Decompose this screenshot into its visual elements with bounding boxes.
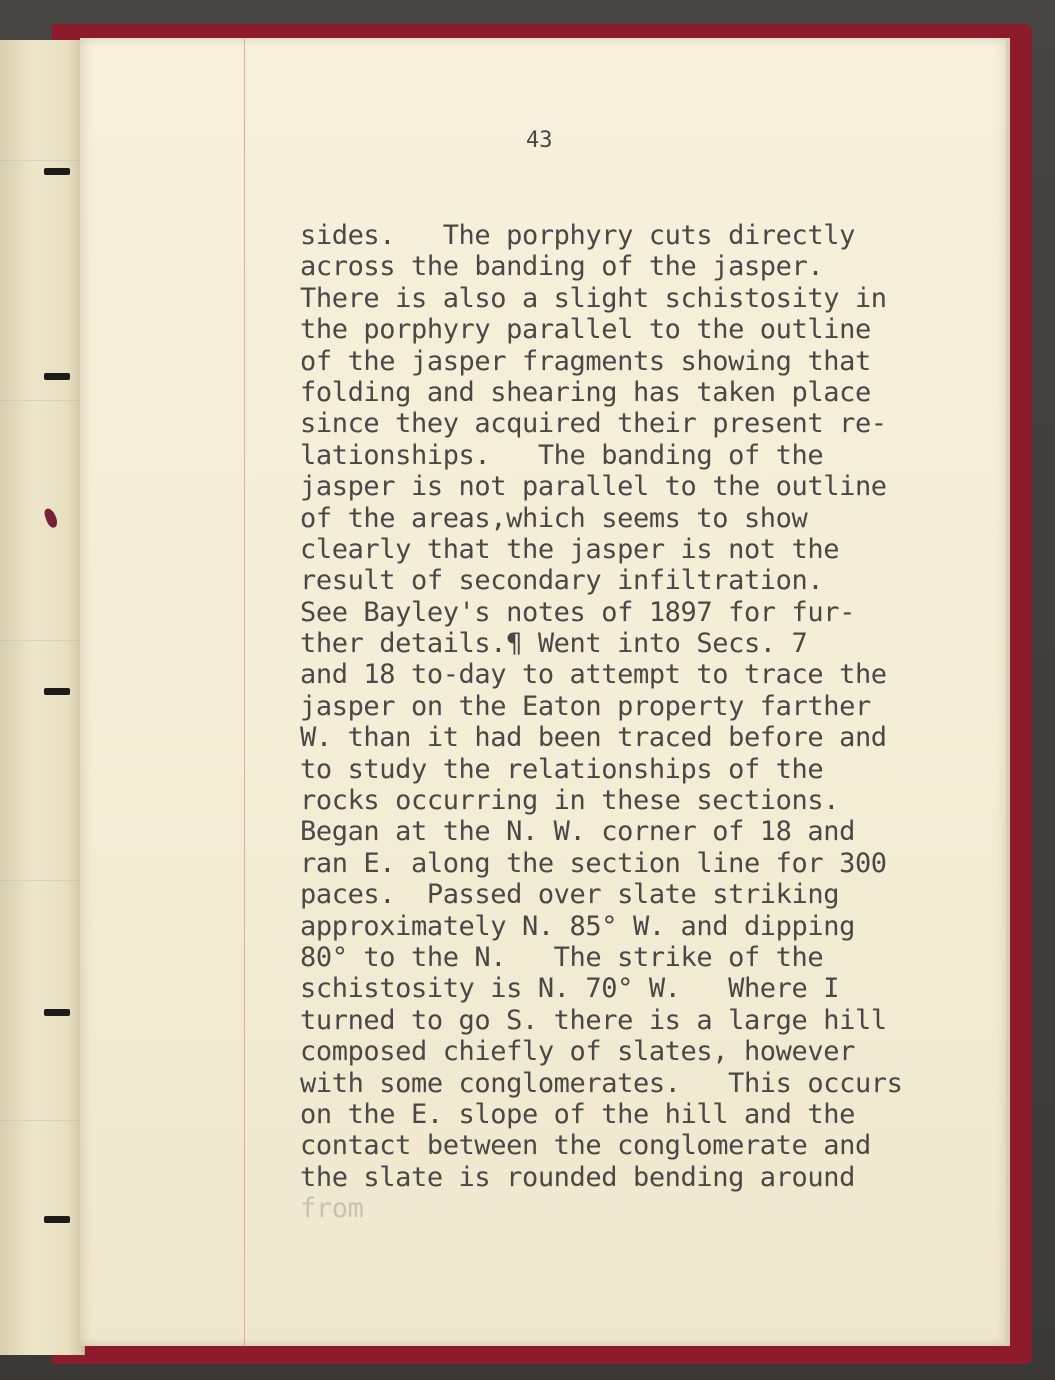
text-line: There is also a slight schistosity in bbox=[300, 282, 887, 314]
text-line: of the areas,which seems to show bbox=[300, 502, 808, 534]
text-line: with some conglomerates. This occurs bbox=[300, 1067, 903, 1099]
text-line: turned to go S. there is a large hill bbox=[300, 1004, 887, 1036]
binder-ring bbox=[44, 168, 70, 175]
text-line: See Bayley's notes of 1897 for fur- bbox=[300, 596, 855, 628]
text-line: jasper is not parallel to the outline bbox=[300, 471, 887, 503]
text-line: ther details.¶ Went into Secs. 7 bbox=[300, 628, 808, 660]
ruled-line bbox=[0, 1120, 84, 1121]
text-line: ran E. along the section line for 300 bbox=[300, 847, 887, 879]
typed-notes bbox=[300, 220, 1020, 1225]
text-line: since they acquired their present re- bbox=[300, 408, 887, 440]
ruled-line bbox=[0, 160, 84, 161]
text-line: approximately N. 85° W. and dipping bbox=[300, 910, 855, 942]
ruled-line bbox=[0, 880, 84, 881]
faint-text-line: from bbox=[300, 1193, 364, 1225]
text-line: composed chiefly of slates, however bbox=[300, 1036, 855, 1068]
text-line: contact between the conglomerate and bbox=[300, 1130, 871, 1162]
text-line: of the jasper fragments showing that bbox=[300, 345, 871, 377]
text-line: 80° to the N. The strike of the bbox=[300, 941, 824, 973]
text-line: lationships. The banding of the bbox=[300, 439, 824, 471]
text-line: the porphyry parallel to the outline bbox=[300, 314, 871, 346]
left-page-edge bbox=[0, 40, 85, 1355]
text-line: sides. The porphyry cuts directly bbox=[300, 220, 855, 251]
text-line: W. than it had been traced before and bbox=[300, 722, 887, 754]
text-line: to study the relationships of the bbox=[300, 753, 824, 785]
text-line: on the E. slope of the hill and the bbox=[300, 1098, 855, 1130]
text-line: the slate is rounded bending around bbox=[300, 1161, 855, 1193]
binder-ring bbox=[44, 1216, 70, 1223]
text-line: paces. Passed over slate striking bbox=[300, 879, 840, 911]
binder-ring bbox=[44, 1009, 70, 1016]
ruled-line bbox=[0, 400, 84, 401]
text-line: result of secondary infiltration. bbox=[300, 565, 824, 597]
text-line: rocks occurring in these sections. bbox=[300, 785, 840, 817]
text-line: folding and shearing has taken place bbox=[300, 376, 871, 408]
notebook-page bbox=[80, 38, 1010, 1346]
text-line: schistosity is N. 70° W. Where I bbox=[300, 973, 840, 1005]
text-line: across the banding of the jasper. bbox=[300, 251, 824, 283]
binder-ring bbox=[44, 373, 70, 380]
margin-line bbox=[244, 38, 245, 1346]
ruled-line bbox=[0, 640, 84, 641]
text-line: Began at the N. W. corner of 18 and bbox=[300, 816, 855, 848]
text-line: clearly that the jasper is not the bbox=[300, 533, 840, 565]
text-line: jasper on the Eaton property farther bbox=[300, 690, 871, 722]
binder-ring bbox=[44, 688, 70, 695]
text-line: and 18 to-day to attempt to trace the bbox=[300, 659, 887, 691]
page-number: 43 bbox=[526, 128, 553, 153]
